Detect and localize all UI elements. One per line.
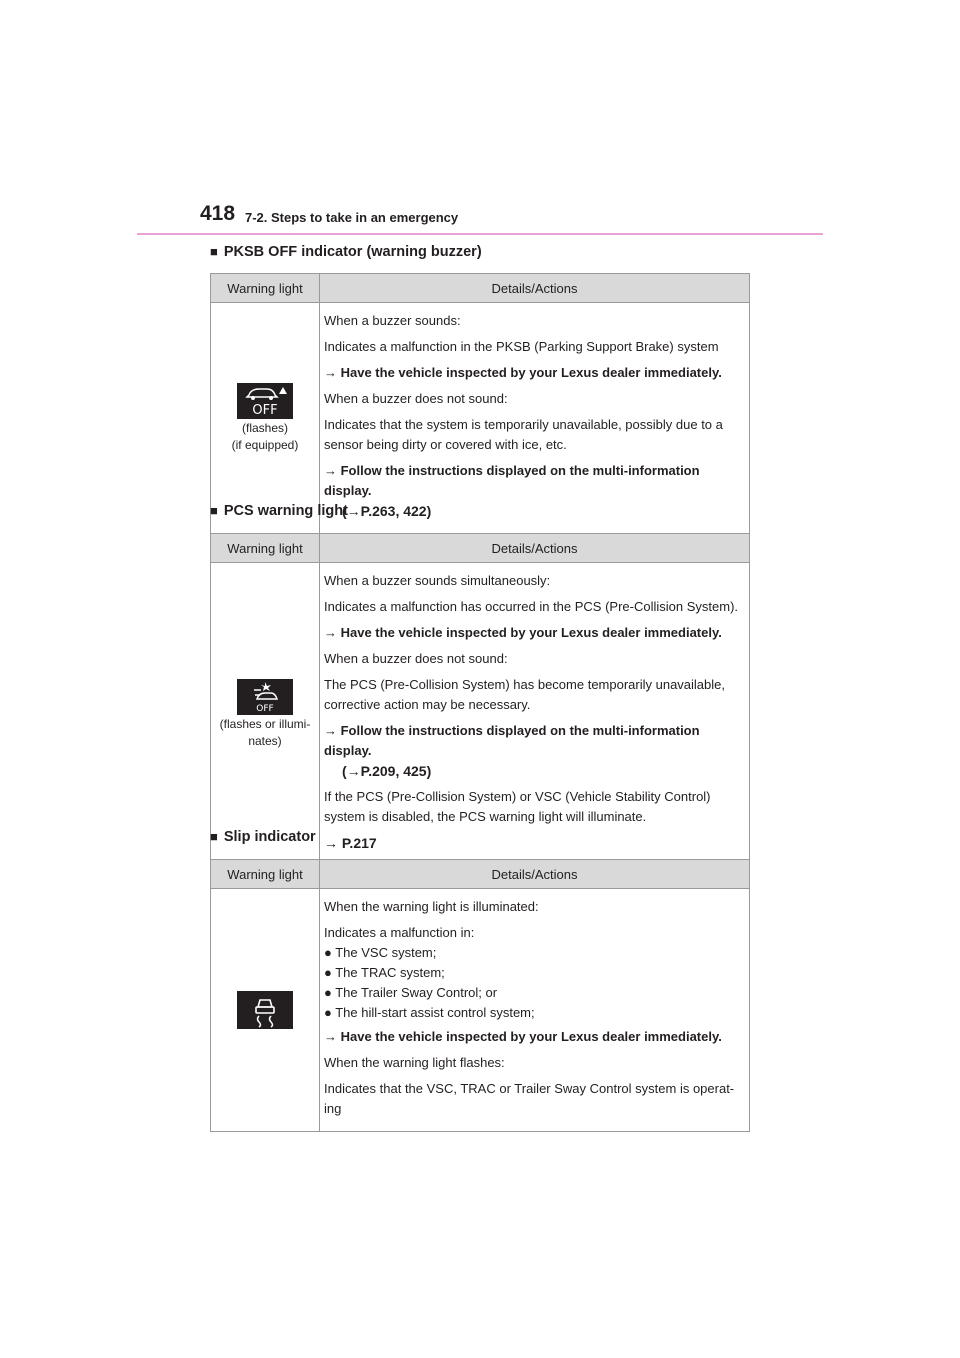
slip-indicator-icon <box>237 991 293 1029</box>
section-title-text: PCS warning light <box>223 503 348 519</box>
slip-table <box>210 859 750 1132</box>
icon-label: (flashes) <box>241 420 288 435</box>
svg-text:OFF: OFF <box>252 402 278 418</box>
details-cell <box>320 303 750 534</box>
square-bullet-icon: ■ <box>210 503 218 518</box>
chapter-title: 7-2. Steps to take in an emergency <box>245 210 459 225</box>
section-title-pksb <box>210 244 482 260</box>
detail-line: Indicates a malfunction in the PKSB (Parking Support Brake) system <box>324 339 719 354</box>
detail-line: If the PCS (Pre-Collision System) or VSC (Vehicle Stability Control) system is disabled, the PCS warning light will illuminate. <box>324 789 711 824</box>
icon-label: (flashes or illumi- <box>219 716 311 731</box>
detail-line: Indicates a malfunction has occurred in the PCS (Pre-Collision System). <box>324 599 739 614</box>
detail-line: When a buzzer sounds: <box>324 313 461 328</box>
table-header-row <box>211 274 750 303</box>
bullet-item: ● The hill-start assist control system; <box>324 1005 535 1020</box>
pksb-off-icon <box>237 383 293 419</box>
section-title-text: Slip indicator <box>223 829 316 845</box>
col-warning-light: Warning light <box>211 860 320 889</box>
details-cell <box>320 889 750 1132</box>
section-title-pcs <box>210 503 348 519</box>
detail-line: Indicates that the VSC, TRAC or Trailer Sway Control system is operat- ing <box>324 1081 735 1116</box>
table-row <box>211 563 750 866</box>
page-reference: → P.217 <box>324 835 377 851</box>
table-header-row <box>211 860 750 889</box>
bullet-item: ● The TRAC system; <box>324 965 445 980</box>
icon-label: (if equipped) <box>231 437 299 452</box>
square-bullet-icon: ■ <box>210 829 218 844</box>
detail-line: Indicates that the system is temporarily unavailable, possibly due to a sensor being dirty or covered with ice, etc. <box>324 417 723 452</box>
col-warning-light: Warning light <box>211 534 320 563</box>
detail-line: Indicates a malfunction in: <box>324 925 475 940</box>
page-reference: (→P.209, 425) <box>342 763 432 779</box>
icon-cell <box>211 889 320 1132</box>
action-line: → Follow the instructions displayed on the multi-information display. <box>324 723 700 758</box>
detail-line: When a buzzer does not sound: <box>324 391 508 406</box>
col-warning-light: Warning light <box>211 274 320 303</box>
detail-line: The PCS (Pre-Collision System) has become temporarily unavailable, corrective action may be necessary. <box>324 677 725 712</box>
col-details-actions: Details/Actions <box>320 860 750 889</box>
table-row <box>211 303 750 534</box>
detail-line: When the warning light is illuminated: <box>324 899 539 914</box>
header-rule <box>137 233 823 235</box>
table-row <box>211 889 750 1132</box>
action-line: → Have the vehicle inspected by your Lexus dealer immediately. <box>324 1029 722 1044</box>
square-bullet-icon: ■ <box>210 244 218 259</box>
col-details-actions: Details/Actions <box>320 274 750 303</box>
table-header-row <box>211 534 750 563</box>
detail-line: When the warning light flashes: <box>324 1055 505 1070</box>
action-line: → Have the vehicle inspected by your Lexus dealer immediately. <box>324 625 722 640</box>
action-line: → Follow the instructions displayed on the multi-information display. <box>324 463 700 498</box>
pcs-table <box>210 533 750 866</box>
bullet-item: ● The VSC system; <box>324 945 437 960</box>
detail-line: When a buzzer sounds simultaneously: <box>324 573 551 588</box>
section-title-slip <box>210 829 316 845</box>
col-details-actions: Details/Actions <box>320 534 750 563</box>
page-reference: (→P.263, 422) <box>342 503 432 519</box>
icon-cell <box>211 303 320 534</box>
section-title-text: PKSB OFF indicator (warning buzzer) <box>223 244 482 260</box>
detail-line: When a buzzer does not sound: <box>324 651 508 666</box>
pksb-table <box>210 273 750 534</box>
details-cell <box>320 563 750 866</box>
bullet-item: ● The Trailer Sway Control; or <box>324 985 498 1000</box>
icon-label: nates) <box>248 733 282 748</box>
icon-cell <box>211 563 320 866</box>
svg-text:OFF: OFF <box>256 703 274 714</box>
page-number: 418 <box>200 202 236 225</box>
action-line: → Have the vehicle inspected by your Lexus dealer immediately. <box>324 365 722 380</box>
pcs-warning-icon <box>237 679 293 715</box>
